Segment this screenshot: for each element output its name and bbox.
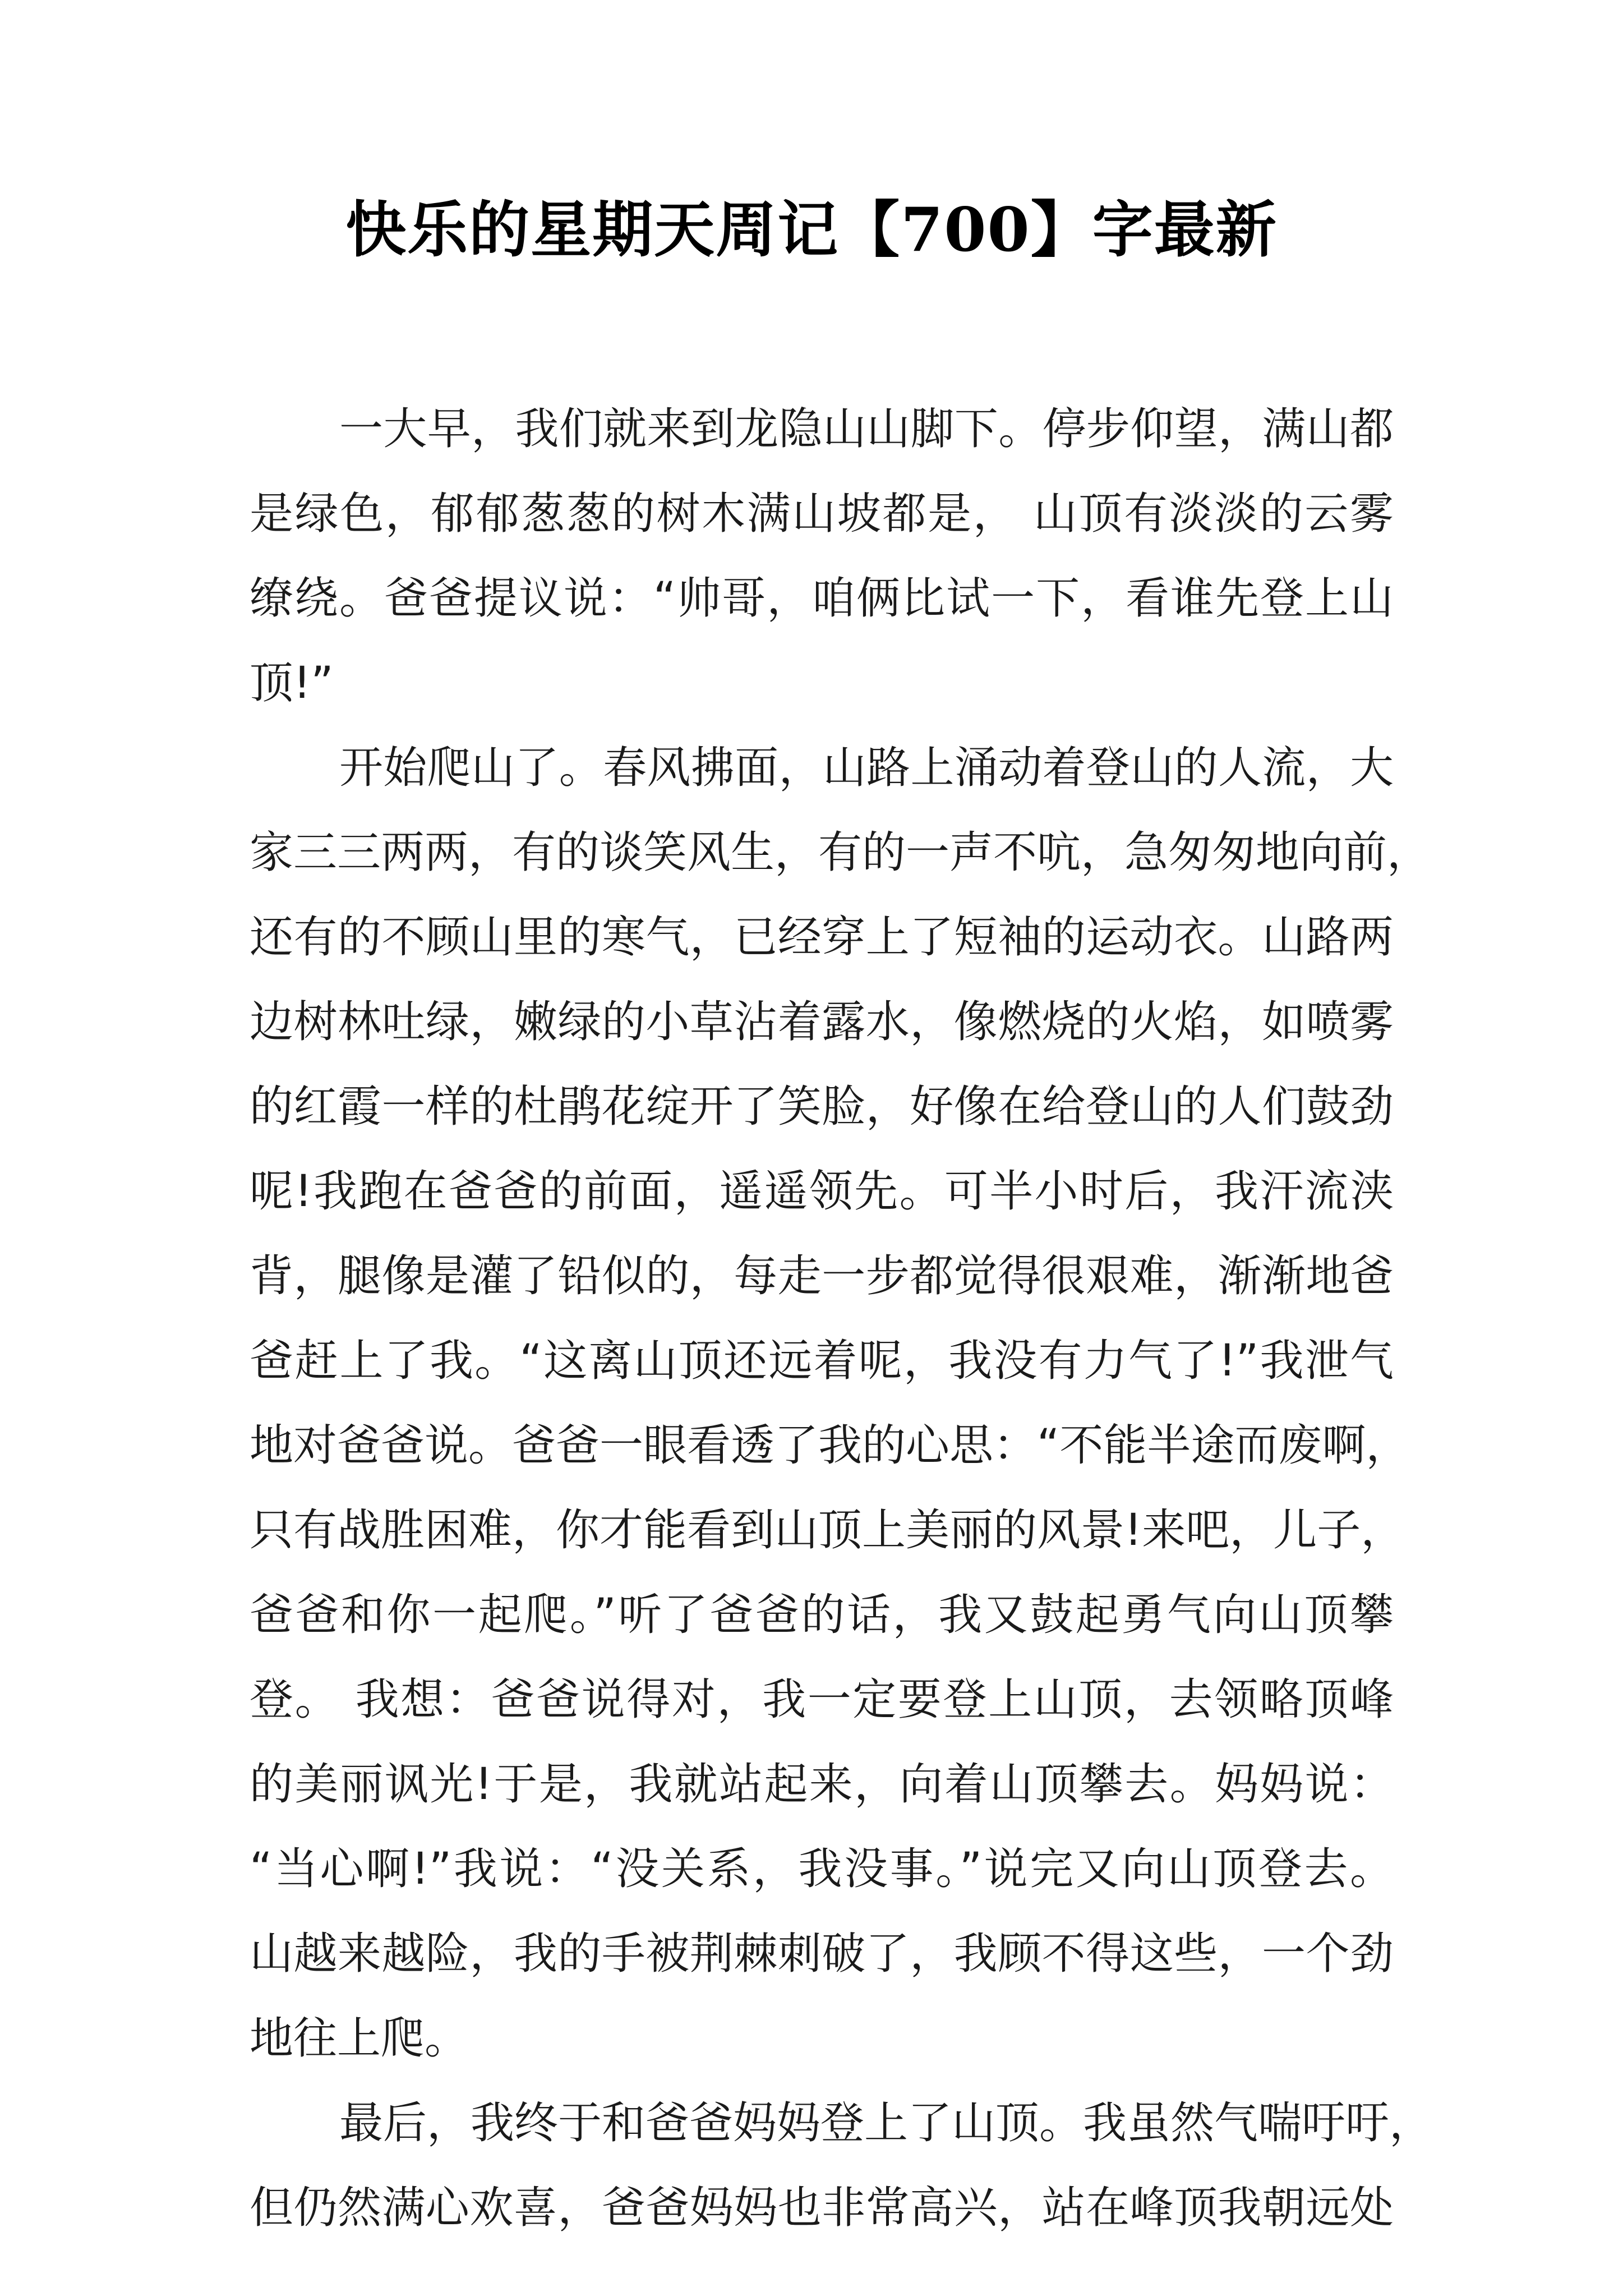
text-line: 只有战胜困难，你才能看到山顶上美丽的风景!来吧，儿子， [250,1505,1405,1556]
text-line: 是绿色，郁郁葱葱的树木满山坡都是， 山顶有淡淡的云雾 [250,489,1394,539]
text-line: “当心啊!”我说：“没关系，我没事。”说完又向山顶登去。 [250,1844,1394,1894]
text-line: 但仍然满心欢喜，爸爸妈妈也非常高兴，站在峰顶我朝远处 [250,2183,1394,2233]
paragraph [250,2081,1433,2251]
text-line: 爸爸和你一起爬。”听了爸爸的话，我又鼓起勇气向山顶攀 [250,1590,1394,1640]
text-line: 山越来越险，我的手被荆棘刺破了，我顾不得这些，一个劲 [250,1929,1394,1979]
text-line: 呢!我跑在爸爸的前面，遥遥领先。可半小时后，我汗流浃 [250,1166,1394,1217]
text-line: 的红霞一样的杜鹃花绽开了笑脸，好像在给登山的人们鼓劲 [250,1082,1394,1132]
text-line: 最后，我终于和爸爸妈妈登上了山顶。我虽然气喘吁吁， [339,2098,1433,2148]
document-body [250,387,1433,2251]
paragraph [250,726,1431,2081]
text-line: 地往上爬。 [250,2013,469,2064]
text-line: 顶!” [250,658,334,708]
text-line: 边树林吐绿，嫩绿的小草沾着露水，像燃烧的火焰，如喷雾 [250,997,1394,1047]
text-line: 还有的不顾山里的寒气，已经穿上了短袖的运动衣。山路两 [250,912,1394,963]
text-line: 地对爸爸说。爸爸一眼看透了我的心思：“不能半途而废啊， [250,1420,1410,1471]
page-title: 快乐的星期天周记【700】字最新 [345,195,1278,265]
text-line: 的美丽讽光!于是，我就站起来，向着山顶攀去。妈妈说： [250,1759,1394,1810]
paragraph [250,387,1394,726]
text-line: 登。 我想：爸爸说得对，我一定要登上山顶，去领略顶峰 [250,1674,1394,1725]
text-line: 家三三两两，有的谈笑风生，有的一声不吭，急匆匆地向前， [250,827,1431,878]
text-line: 开始爬山了。春风拂面，山路上涌动着登山的人流，大 [339,743,1394,793]
text-line: 爸赶上了我。“这离山顶还远着呢，我没有力气了!”我泄气 [250,1336,1394,1386]
text-line: 缭绕。爸爸提议说：“帅哥，咱俩比试一下，看谁先登上山 [250,573,1394,624]
text-line: 一大早，我们就来到龙隐山山脚下。停步仰望，满山都 [339,404,1394,454]
text-line: 背，腿像是灌了铅似的，每走一步都觉得很艰难，渐渐地爸 [250,1251,1394,1301]
